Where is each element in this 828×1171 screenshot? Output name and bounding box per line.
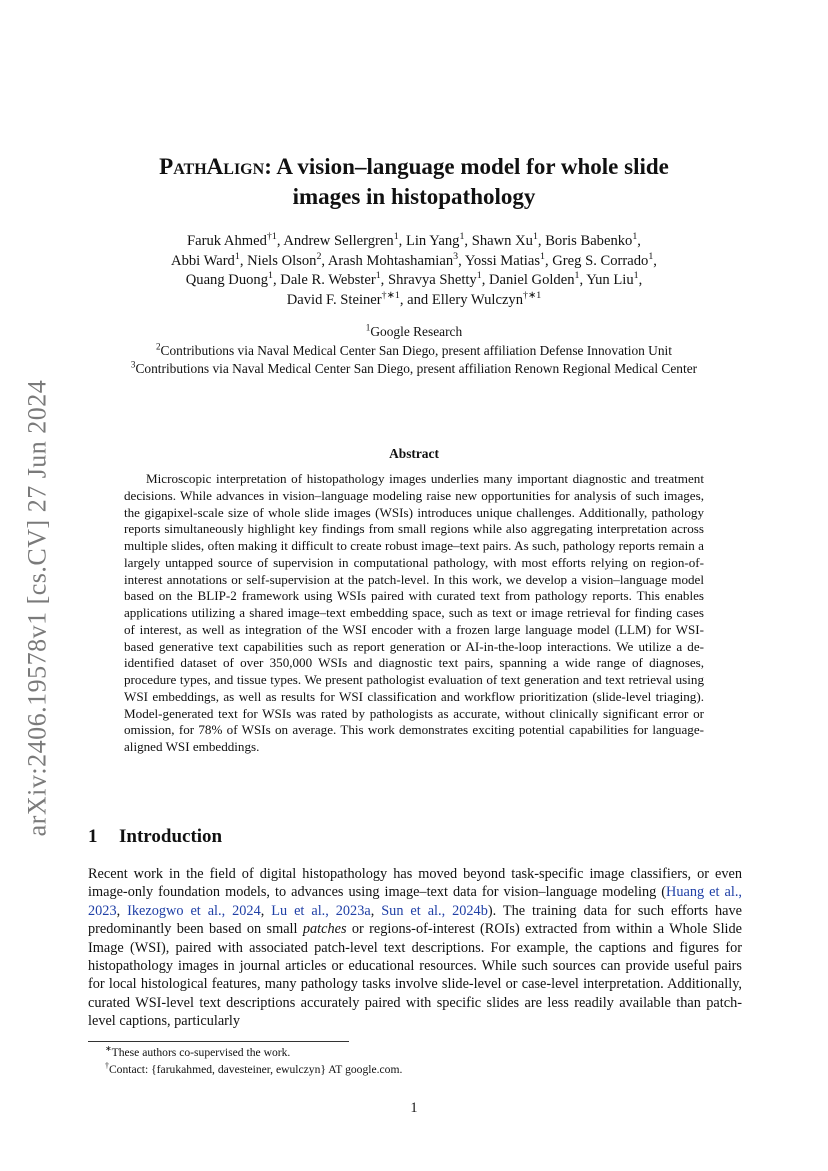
citation-link[interactable]: Ikezogwo et al., 2024 — [127, 902, 261, 919]
section-number: 1 — [88, 826, 98, 847]
abstract-text: Microscopic interpretation of histopathology images underlies many important diagnostic and treatment decisions. While advances in vision–language modeling raise new opportunities for analysis of such images, the gigapixel-scale size of whole slide images (WSIs) introduces unique challenges. Additionally, pathology reports simultaneously highlight key findings from small regions while also aggregating interpretation across multiple slides, often making it difficult to create robust image–text pairs. As such, pathology reports remain a largely untapped source of supervision in computational pathology, with most efforts relying on region-of-interest annotations or self-supervision at the patch-level. In this work, we develop a vision–language model based on the BLIP-2 framework using WSIs paired with curated text from pathology reports. This enables applications utilizing a shared image–text embedding space, such as text or image retrieval for finding cases of interest, as well as integration of the WSI encoder with a frozen large language model (LLM) for WSI-based generative text capabilities such as report generation or AI-in-the-loop interactions. We utilize a de-identified dataset of over 350,000 WSIs and diagnostic text pairs, spanning a wide range of diagnoses, procedure types, and tissue types. We present pathologist evaluation of text generation and text retrieval using WSI embeddings, as well as results for WSI classification and workflow prioritization (slide-level triaging). Model-generated text for WSIs was rated by pathologists as accurate, without clinically significant error or omission, for 78% of WSIs on average. This work demonstrates exciting potential capabilities for language-aligned WSI embeddings. — [124, 471, 704, 754]
author: Andrew Sellergren$^1$, — [283, 231, 406, 249]
author: Shawn Xu$^1$, — [471, 231, 546, 249]
model-name: PathAlign — [159, 154, 265, 179]
introduction-paragraph: Recent work in the field of digital histopathology has moved beyond task-specific image classifiers, or even image-only foundation models, to advances using image–text data for vision–language modeling (Huang et al., 2023, Ikezogwo et al., 2024, Lu et al., 2023a, Sun et al., 2024b). The training data for such efforts have predominantly been based on small patches or regions-of-interest (ROIs) extracted from within a Whole Slide Image (WSI), paired with associated patch-level text descriptions. For example, the captions and figures for histopathology images in journal articles or educational resources. While such sources can provide useful pairs for local histological features, many pathology tasks involve slide-level or case-level interpretation. Additionally, curated WSI-level text descriptions accurately paired with specific slides are less readily available than patch-level captions, particularly — [88, 866, 743, 1030]
author: Dale R. Webster$^1$, — [280, 270, 388, 288]
section-title: Introduction — [119, 826, 223, 847]
author: Yun Liu$^1$, — [586, 270, 643, 288]
affiliations — [60, 323, 768, 379]
emphasis: patches — [302, 921, 347, 938]
title-line-1: : A vision–language model for whole slide — [264, 154, 669, 179]
arxiv-identifier-text: arXiv:2406.19578v1 [cs.CV] 27 Jun 2024 — [22, 379, 52, 836]
author: Faruk Ahmed$^{\dagger 1}$, — [187, 231, 284, 249]
citation-link[interactable]: Lu et al., 2023a — [271, 902, 371, 919]
citation-link[interactable]: Huang et al., 2023 — [88, 884, 742, 919]
abstract-heading: Abstract — [389, 446, 439, 461]
author: Ellery Wulczyn$^{\dagger∗1}$ — [431, 289, 542, 308]
section-heading — [88, 826, 222, 848]
author: Lin Yang$^1$, — [405, 231, 472, 249]
author: Abbi Ward$^1$, — [171, 250, 248, 269]
footnotes — [105, 1045, 402, 1078]
paper-title — [80, 152, 748, 212]
author: Daniel Golden$^1$, — [488, 270, 587, 288]
author: Boris Babenko$^1$, — [545, 231, 641, 249]
arxiv-identifier — [22, 365, 52, 850]
footnote: †Contact: {farukahmed, davesteiner, ewulczyn} AT google.com. — [105, 1060, 403, 1076]
title-line-2: images in histopathology — [292, 184, 536, 209]
author: Quang Duong$^1$, — [185, 270, 281, 288]
author: Shravya Shetty$^1$, — [387, 270, 489, 288]
author: Arash Mohtashamian$^3$, — [327, 250, 465, 269]
page-number: 1 — [410, 1100, 418, 1116]
footnote-divider — [88, 1041, 349, 1042]
author: David F. Steiner$^{\dagger∗1}$, and — [286, 289, 432, 308]
author: Greg S. Corrado$^1$, — [552, 250, 657, 269]
author: Niels Olson$^2$, — [247, 250, 328, 269]
affiliation: $^1$Google Research — [365, 322, 463, 339]
citation-link[interactable]: Sun et al., 2024b — [381, 902, 488, 919]
author-list — [80, 232, 748, 310]
affiliation: $^3$Contributions via Naval Medical Center San Diego, present affiliation Renown Regional Medical Center — [130, 359, 698, 376]
author: Yossi Matias$^1$, — [464, 250, 553, 269]
footnote: ∗These authors co-supervised the work. — [105, 1044, 291, 1059]
affiliation: $^2$Contributions via Naval Medical Center San Diego, present affiliation Defense Innovation Unit — [155, 341, 672, 358]
